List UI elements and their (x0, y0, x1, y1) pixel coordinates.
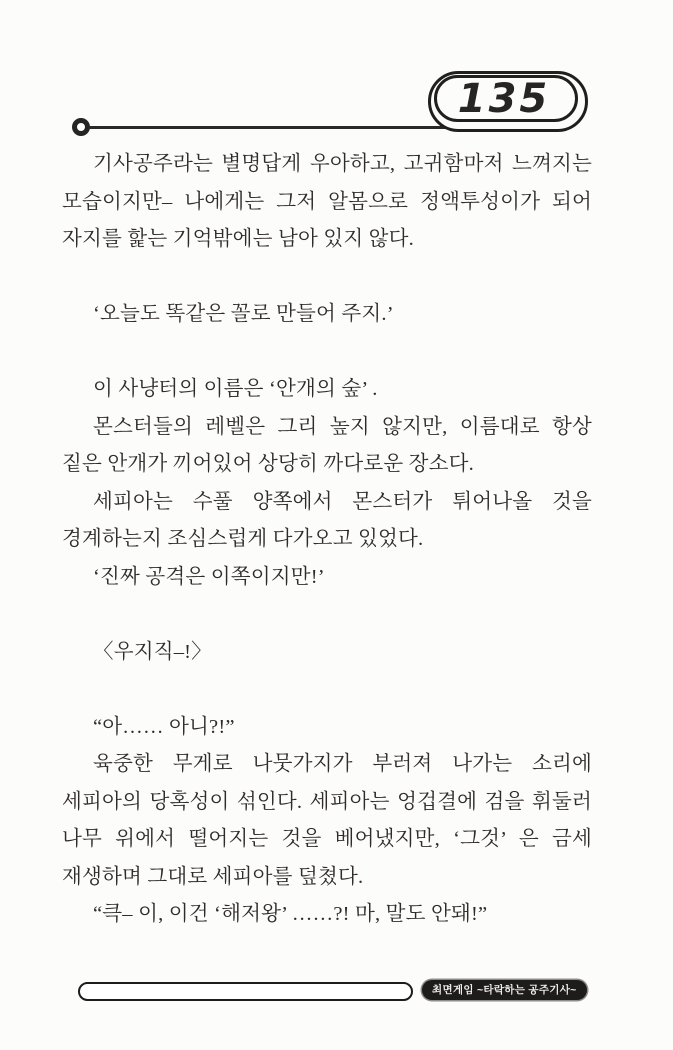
paragraph: 세피아는 수풀 양쪽에서 몬스터가 튀어나올 것을 경계하는지 조심스럽게 다가오고 있었다. (62, 490, 592, 550)
series-title-badge: 최면게임 ~타락하는 공주기사~ (422, 980, 587, 1000)
paragraph: 몬스터들의 레벨은 그리 높지 않지만, 이름대로 항상 짙은 안개가 끼어있어 상당히 까다로운 장소다. (62, 415, 592, 475)
paragraph-sfx: 〈우지직–!〉 (93, 640, 212, 663)
paragraph: 이 사냥터의 이름은 ‘안개의 숲’ . (93, 378, 378, 400)
paragraph: “아…… 아니?!” (93, 715, 235, 738)
page-number-pill (428, 71, 588, 132)
page-number-pill-inner (434, 75, 578, 122)
paragraph: 육중한 무게로 나뭇가지가 부러져 나가는 소리에 세피아의 당혹성이 섞인다. 세피아는 엉겁결에 검을 휘둘러 나무 위에서 떨어지는 것을 베어냈지만, ‘그것’ 은 금세 재생하며 그대로 세피아를 덮쳤다. (62, 753, 592, 888)
paragraph: ‘오늘도 똑같은 꼴로 만들어 주지.’ (93, 303, 394, 325)
page-number: 135 (457, 75, 551, 122)
paragraph: ‘진짜 공격은 이쪽이지만!’ (93, 565, 325, 588)
paragraph: 기사공주라는 별명답게 우아하고, 고귀함마저 느껴지는 모습이지만– 나에게는 그저 알몸으로 정액투성이가 되어 자지를 핥는 기억밖에는 남아 있지 않다. (62, 153, 592, 250)
header-rule (88, 126, 460, 129)
footer-rule-pill (78, 982, 413, 1001)
paragraph: “큭– 이, 이건 ‘해저왕’ ……?! 마, 말도 안돼!” (93, 903, 488, 925)
body-text (62, 146, 592, 934)
